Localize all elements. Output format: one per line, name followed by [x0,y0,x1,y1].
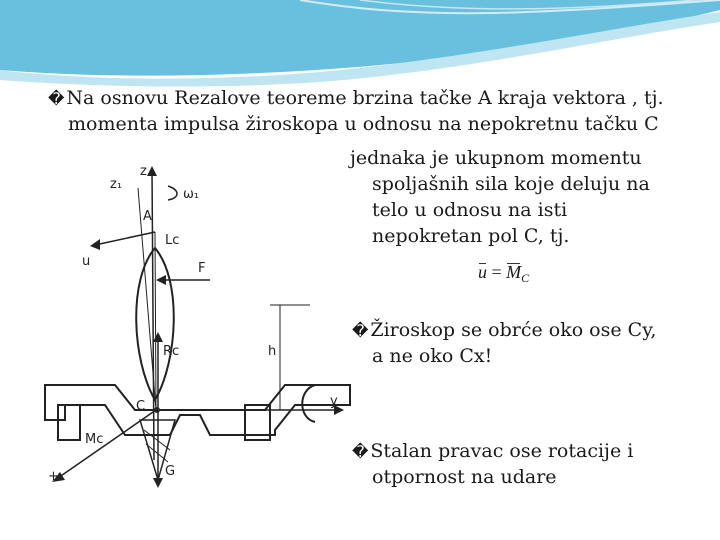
omega-rotation-arrow [168,186,177,200]
bullet-icon: � [352,321,369,340]
bullet3-line-2: otpornost na udare [372,466,557,488]
label-z1: z₁ [110,177,123,192]
z-arrowhead [147,166,157,176]
left-foot [58,405,80,440]
paragraph-line-6: nepokretan pol C, tj. [372,225,570,247]
label-h: h [268,344,277,359]
formula-u-equals-mc: $u = M_C$ [478,262,530,285]
bullet-icon: � [48,89,65,108]
g-arrowhead [153,478,163,488]
label-mc: Mc [85,432,104,447]
paragraph-line-4: spoljašnih sila koje deluju na [372,173,650,195]
u-vector [95,232,155,245]
z-axis [152,170,154,460]
label-z: z [140,164,147,179]
paragraph-line-2: momenta impulsa žiroskopa u odnosu na nepokretnu tačku C [68,113,659,135]
paragraph-line-5: telo u odnosu na isti [372,199,568,221]
bullet2-line-1: � Žiroskop se obrće oko ose Cy, [352,319,657,341]
u-arrowhead [90,239,100,250]
label-c: C [136,399,146,414]
label-omega: ω₁ [183,187,200,202]
c-bracket [302,385,315,422]
label-plus: + [48,469,59,484]
label-g: G [165,464,176,479]
lc-vector [155,232,156,408]
label-a: A [143,209,152,224]
point-c [154,407,160,413]
label-lc: Lc [165,233,180,248]
paragraph-line-1: � Na osnovu Rezalove teoreme brzina tačke A kraja vektora , tj. [48,87,664,109]
gyroscope-diagram [40,160,360,500]
header-swoosh-decoration [0,0,720,90]
label-u: u [82,254,91,269]
paragraph-line-3: jednaka je ukupnom momentu [350,147,642,169]
bullet3-line-1: � Stalan pravac ose rotacije i [352,440,634,462]
label-f: F [198,261,206,276]
bullet-icon: � [352,442,369,461]
f-arrowhead [156,275,166,285]
label-y: y [330,394,338,409]
rc-arrowhead [153,332,163,342]
bullet2-line-2: a ne oko Cx! [372,345,493,367]
label-rc: Rc [163,344,180,359]
